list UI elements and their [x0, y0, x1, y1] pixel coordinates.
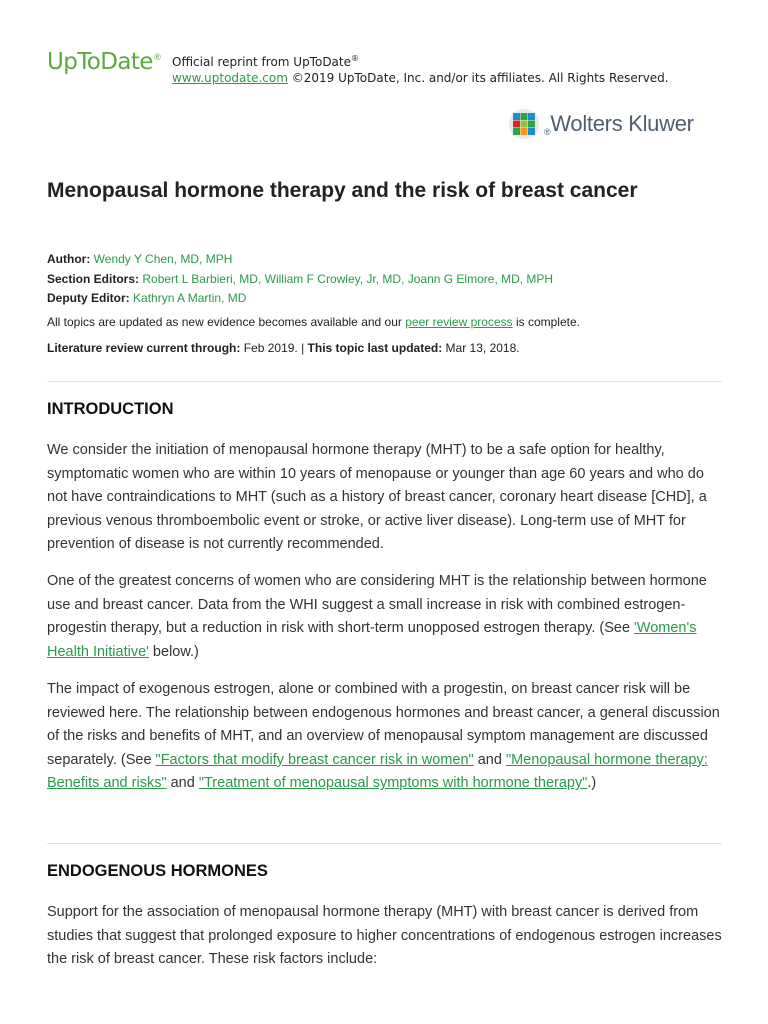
author-link[interactable]: Wendy Y Chen, MD, MPH	[93, 252, 233, 266]
section-heading-endogenous-hormones: ENDOGENOUS HORMONES	[47, 862, 268, 880]
update-notice: All topics are updated as new evidence becomes available and our peer review process is complete.	[47, 315, 580, 329]
publisher-name: ®Wolters Kluwer	[544, 111, 694, 137]
deputy-editor-link[interactable]: Kathryn A Martin, MD	[133, 291, 247, 305]
intro-paragraph-2: One of the greatest concerns of women who are considering MHT is the relationship between hormone use and breast cancer. Data from the WHI suggest a small increase in risk with combined estrogen-progestin therapy, but a reduction in risk with short-term unopposed estrogen therapy. (See 'Women's Health Initiative' below.)	[47, 573, 707, 660]
peer-review-link[interactable]: peer review process	[405, 315, 513, 329]
copyright: ©2019 UpToDate, Inc. and/or its affiliates. All Rights Reserved.	[291, 71, 669, 85]
wolters-kluwer-mark-icon	[508, 108, 540, 140]
deputy-editor-label: Deputy Editor:	[47, 291, 130, 305]
treatment-menopausal-symptoms-link[interactable]: "Treatment of menopausal symptoms with hormone therapy"	[198, 775, 588, 792]
wolters-kluwer-logo	[508, 108, 694, 140]
author-label: Author:	[47, 252, 91, 266]
divider	[47, 843, 722, 844]
reprint-notice: Official reprint from UpToDate® www.uptodate.com ©2019 UpToDate, Inc. and/or its affiliates. All Rights Reserved.	[172, 54, 669, 85]
reprint-label: Official reprint from UpToDate	[172, 55, 351, 69]
endogenous-paragraph-1: Support for the association of menopausal hormone therapy (MHT) with breast cancer is derived from studies that suggest that prolonged exposure to higher concentrations of endogenous estrogen increases the risk of breast cancer. These risk factors include:	[47, 904, 722, 968]
factors-breast-cancer-link[interactable]: "Factors that modify breast cancer risk in women"	[155, 751, 474, 768]
section-editors-link[interactable]: Robert L Barbieri, MD, William F Crowley, Jr, MD, Joann G Elmore, MD, MPH	[142, 271, 554, 286]
mht-benefits-risks-link[interactable]: "Menopausal hormone therapy: Benefits and risks"	[47, 751, 708, 792]
review-dates: Literature review current through: Feb 2019. | This topic last updated: Mar 13, 2018.	[47, 341, 520, 355]
womens-health-initiative-link[interactable]: 'Women's Health Initiative'	[47, 620, 697, 660]
section-editors-label: Section Editors:	[47, 271, 140, 286]
divider	[47, 381, 722, 382]
section-heading-introduction: INTRODUCTION	[47, 400, 174, 418]
intro-paragraph-1: We consider the initiation of menopausal hormone therapy (MHT) to be a safe option for healthy, symptomatic women who are within 10 years of menopause or younger than age 60 years and who do not have contraindications to MHT (such as a history of breast cancer, coronary heart disease [CHD], a previous venous thromboembolic event or stroke, or active liver disease). Long-term use of MHT for prevention of disease is not currently recommended.	[47, 442, 707, 553]
intro-paragraph-3: The impact of exogenous estrogen, alone or combined with a progestin, on breast cancer risk will be reviewed here. The relationship between endogenous hormones and breast cancer, a general discussion of the risks and benefits of MHT, and an overview of menopausal symptom management are discussed separately. (See "Factors that modify breast cancer risk in women" and "Menopausal hormone therapy: Benefits and risks" and "Treatment of menopausal symptoms with hormone therapy".)	[47, 681, 720, 792]
article-meta	[47, 250, 553, 309]
uptodate-logo: UpToDate®	[47, 49, 162, 75]
article-title: Menopausal hormone therapy and the risk of breast cancer	[47, 179, 638, 202]
site-link[interactable]: www.uptodate.com	[172, 71, 288, 85]
